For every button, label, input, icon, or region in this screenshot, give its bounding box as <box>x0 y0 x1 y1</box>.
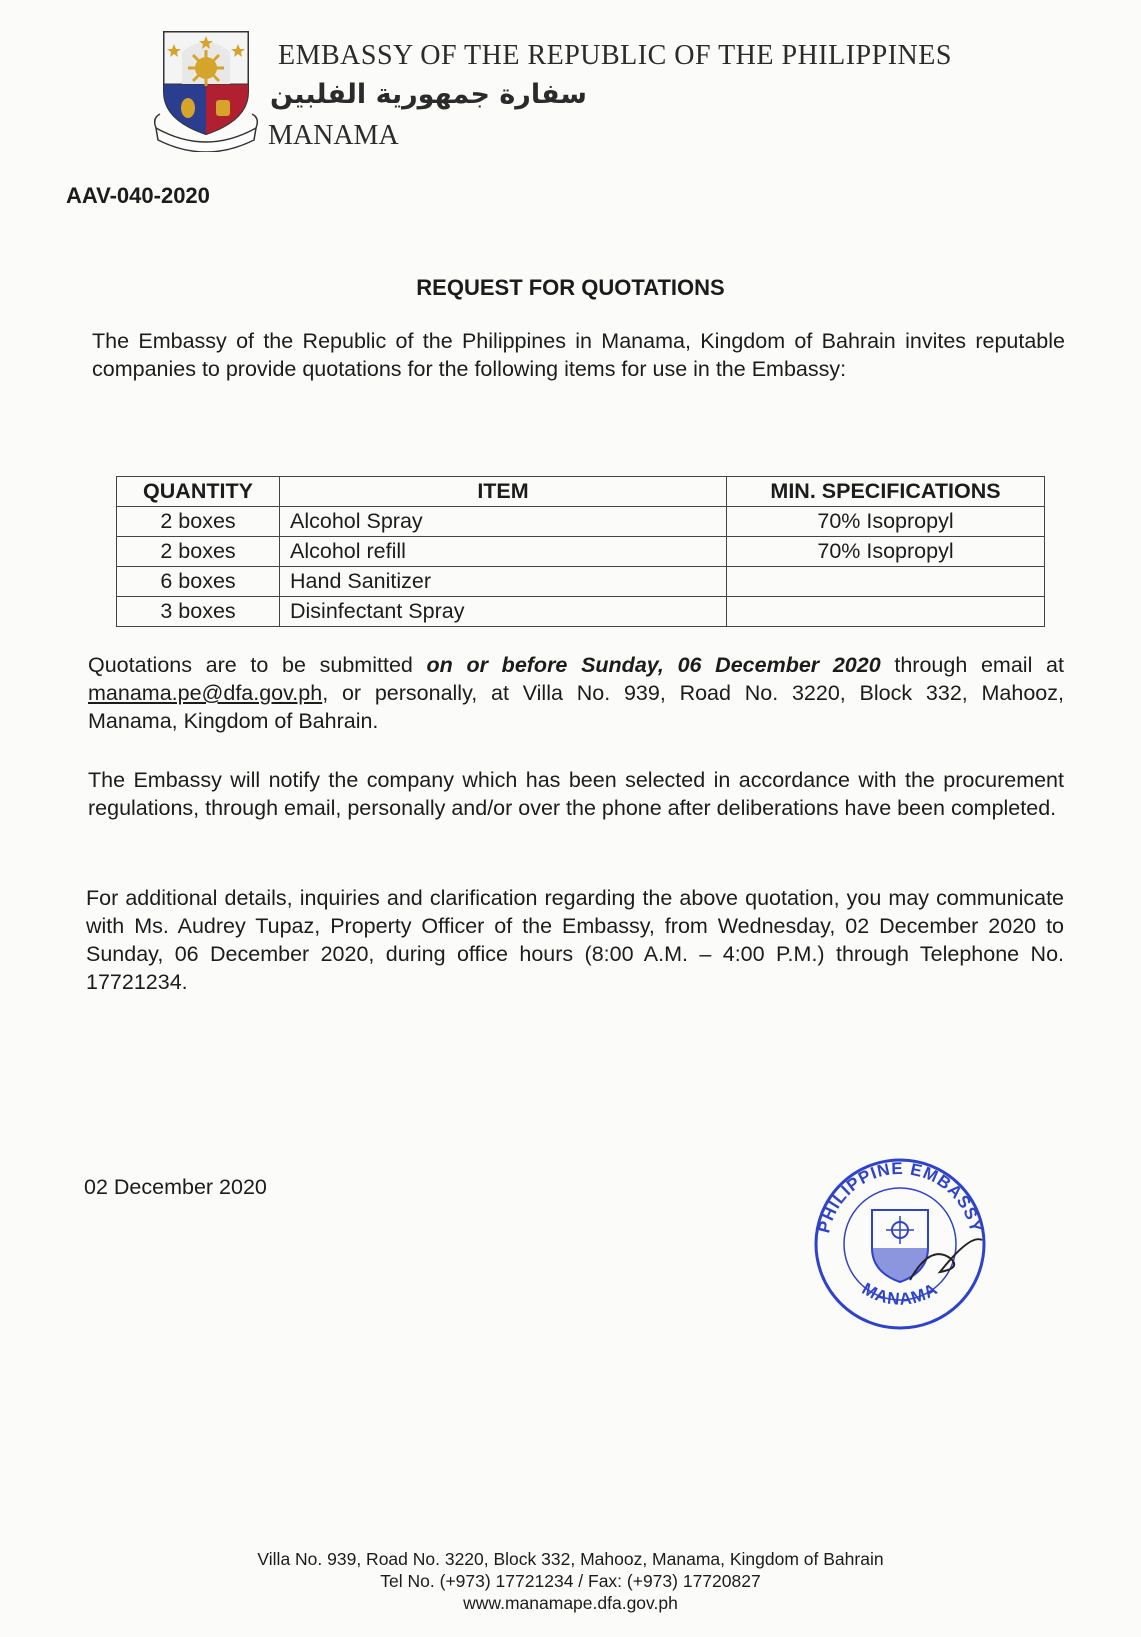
embassy-city: MANAMA <box>268 120 399 151</box>
cell-spec <box>727 567 1045 597</box>
embassy-seal-stamp-icon <box>800 1148 1000 1338</box>
table-row <box>117 507 1045 537</box>
philippine-coat-of-arms-icon <box>150 22 262 152</box>
cell-item: Disinfectant Spray <box>280 597 727 627</box>
table-row <box>117 567 1045 597</box>
items-table <box>116 476 1045 627</box>
cell-quantity: 2 boxes <box>117 537 280 567</box>
footer-address: Villa No. 939, Road No. 3220, Block 332, Mahooz, Manama, Kingdom of Bahrain <box>257 1549 884 1569</box>
footer-website[interactable]: www.manamape.dfa.gov.ph <box>463 1593 678 1613</box>
notification-paragraph: The Embassy will notify the company which has been selected in accordance with the procurement regulations, through email, personally and/or over the phone after deliberations have been completed. <box>88 768 1064 820</box>
cell-quantity: 3 boxes <box>117 597 280 627</box>
header-item: ITEM <box>280 477 727 507</box>
cell-spec <box>727 597 1045 627</box>
header-specifications: MIN. SPECIFICATIONS <box>727 477 1045 507</box>
footer <box>0 1548 1141 1614</box>
footer-phones: Tel No. (+973) 17721234 / Fax: (+973) 17720827 <box>380 1571 761 1591</box>
cell-spec: 70% Isopropyl <box>727 507 1045 537</box>
submission-paragraph <box>88 651 1064 735</box>
cell-item: Alcohol refill <box>280 537 727 567</box>
submission-address: , or personally, at Villa No. 939, Road No. 3220, Block 332, Mahooz, Manama, Kingdom of Bahrain. <box>88 681 1064 733</box>
svg-text:MANAMA <box>859 1279 941 1309</box>
seal-top-text: PHILIPPINE EMBASSY <box>814 1158 986 1235</box>
table-row <box>117 537 1045 567</box>
header-quantity: QUANTITY <box>117 477 280 507</box>
intro-paragraph: The Embassy of the Republic of the Philippines in Manama, Kingdom of Bahrain invites reputable companies to provide quotations for the following items for use in the Embassy: <box>92 329 1065 381</box>
submission-deadline: on or before Sunday, 06 December 2020 <box>426 653 881 677</box>
cell-item: Alcohol Spray <box>280 507 727 537</box>
cell-item: Hand Sanitizer <box>280 567 727 597</box>
issue-date: 02 December 2020 <box>84 1175 267 1199</box>
contact-paragraph: For additional details, inquiries and clarification regarding the above quotation, you may communicate with Ms. Audrey Tupaz, Property Officer of the Embassy, from Wednesday, 02 December 2020 to Sunday, 06 December 2020, during office hours (8:00 A.M. – 4:00 P.M.) through Telephone No. 17721234. <box>86 886 1064 994</box>
cell-spec: 70% Isopropyl <box>727 537 1045 567</box>
embassy-title: EMBASSY OF THE REPUBLIC OF THE PHILIPPINES <box>278 40 952 71</box>
seal-bottom-text: MANAMA <box>858 1279 942 1309</box>
reference-number: AAV-040-2020 <box>66 183 210 208</box>
cell-quantity: 6 boxes <box>117 567 280 597</box>
table-row <box>117 597 1045 627</box>
email-link[interactable]: manama.pe@dfa.gov.ph <box>88 681 323 705</box>
submission-through-email: through email at <box>894 653 1064 677</box>
embassy-title-arabic: سفارة جمهورية الفلبين <box>270 79 587 110</box>
letterhead <box>150 22 1050 152</box>
submission-lead: Quotations are to be submitted <box>88 653 413 677</box>
page-title: REQUEST FOR QUOTATIONS <box>416 275 725 300</box>
cell-quantity: 2 boxes <box>117 507 280 537</box>
table-header-row <box>117 477 1045 507</box>
